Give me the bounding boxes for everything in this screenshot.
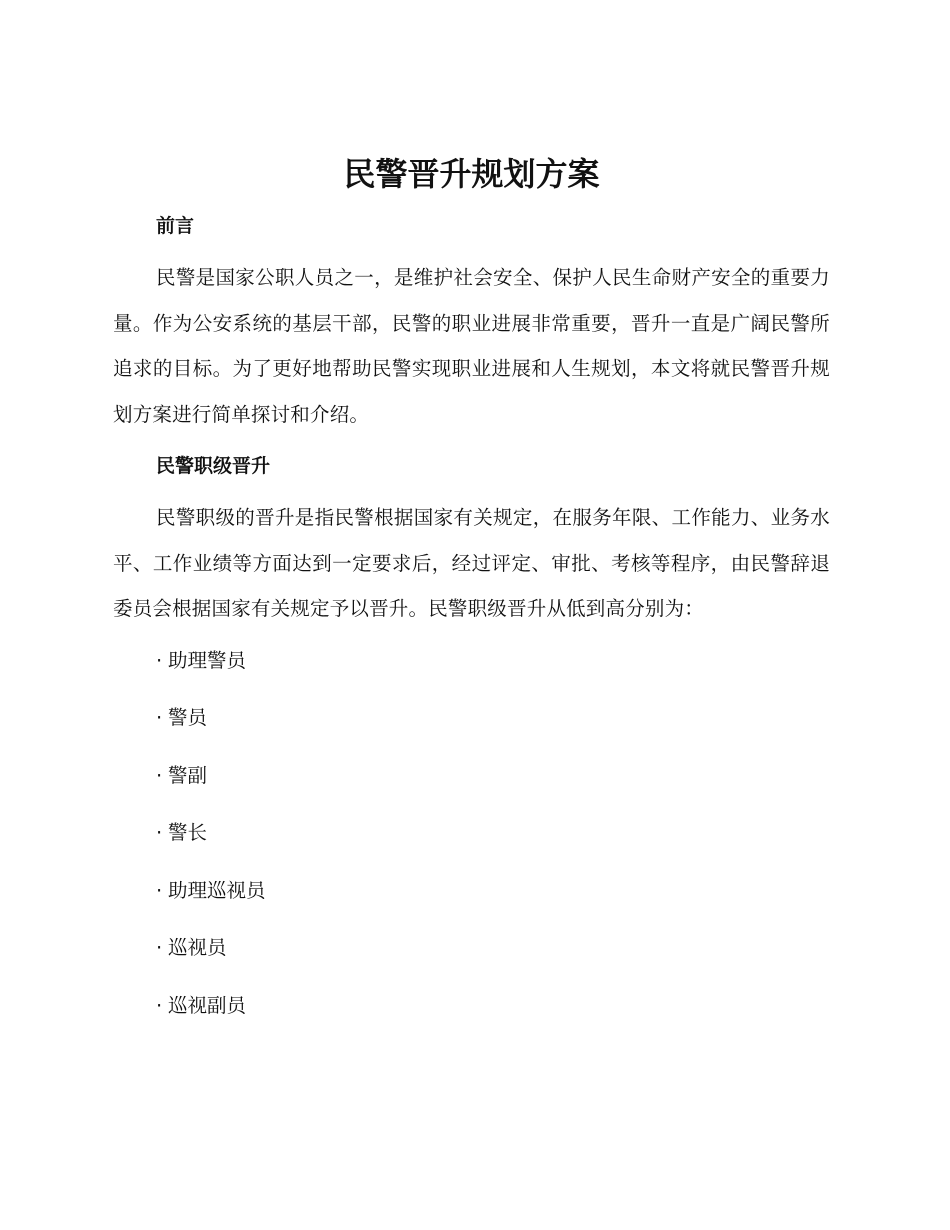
list-item [156, 988, 830, 1024]
rank-label: 警长 [168, 821, 208, 844]
list-item [156, 758, 830, 794]
rank-label: 助理警员 [168, 648, 247, 672]
section-preface [113, 208, 830, 437]
rank-label: 巡视副员 [168, 993, 247, 1017]
list-item [156, 643, 830, 679]
section-rank-promotion [113, 448, 830, 1024]
list-item [156, 873, 830, 909]
document-title: 民警晋升规划方案 [343, 155, 600, 193]
rank-promotion-paragraph: 民警职级的晋升是指民警根据国家有关规定，在服务年限、工作能力、业务水平、工作业绩等方面达到一定要求后，经过评定、审批、考核等程序，由民警辞退委员会根据国家有关规定予以晋升。民警职级晋升从低到高分别为： [113, 506, 830, 620]
bullet-icon: · [156, 936, 163, 959]
rank-label: 警副 [168, 763, 208, 787]
bullet-icon: · [156, 878, 163, 902]
bullet-icon: · [156, 763, 163, 787]
bullet-icon: · [156, 648, 163, 672]
section-heading-rank-promotion: 民警职级晋升 [156, 455, 271, 477]
list-item [156, 930, 830, 966]
section-heading-preface: 前言 [156, 215, 195, 237]
bullet-icon: · [156, 993, 163, 1017]
list-item [156, 815, 830, 851]
list-item [156, 700, 830, 736]
bullet-icon: · [156, 821, 163, 844]
preface-paragraph: 民警是国家公职人员之一，是维护社会安全、保护人民生命财产安全的重要力量。作为公安系统的基层干部，民警的职业进展非常重要，晋升一直是广阔民警所追求的目标。为了更好地帮助民警实现职业进展和人生规划，本文将就民警晋升规划方案进行简单探讨和介绍。 [113, 266, 830, 426]
rank-list [113, 643, 830, 1024]
rank-label: 巡视员 [168, 936, 227, 959]
bullet-icon: · [156, 706, 163, 729]
rank-label: 警员 [168, 706, 208, 729]
rank-label: 助理巡视员 [168, 878, 266, 902]
